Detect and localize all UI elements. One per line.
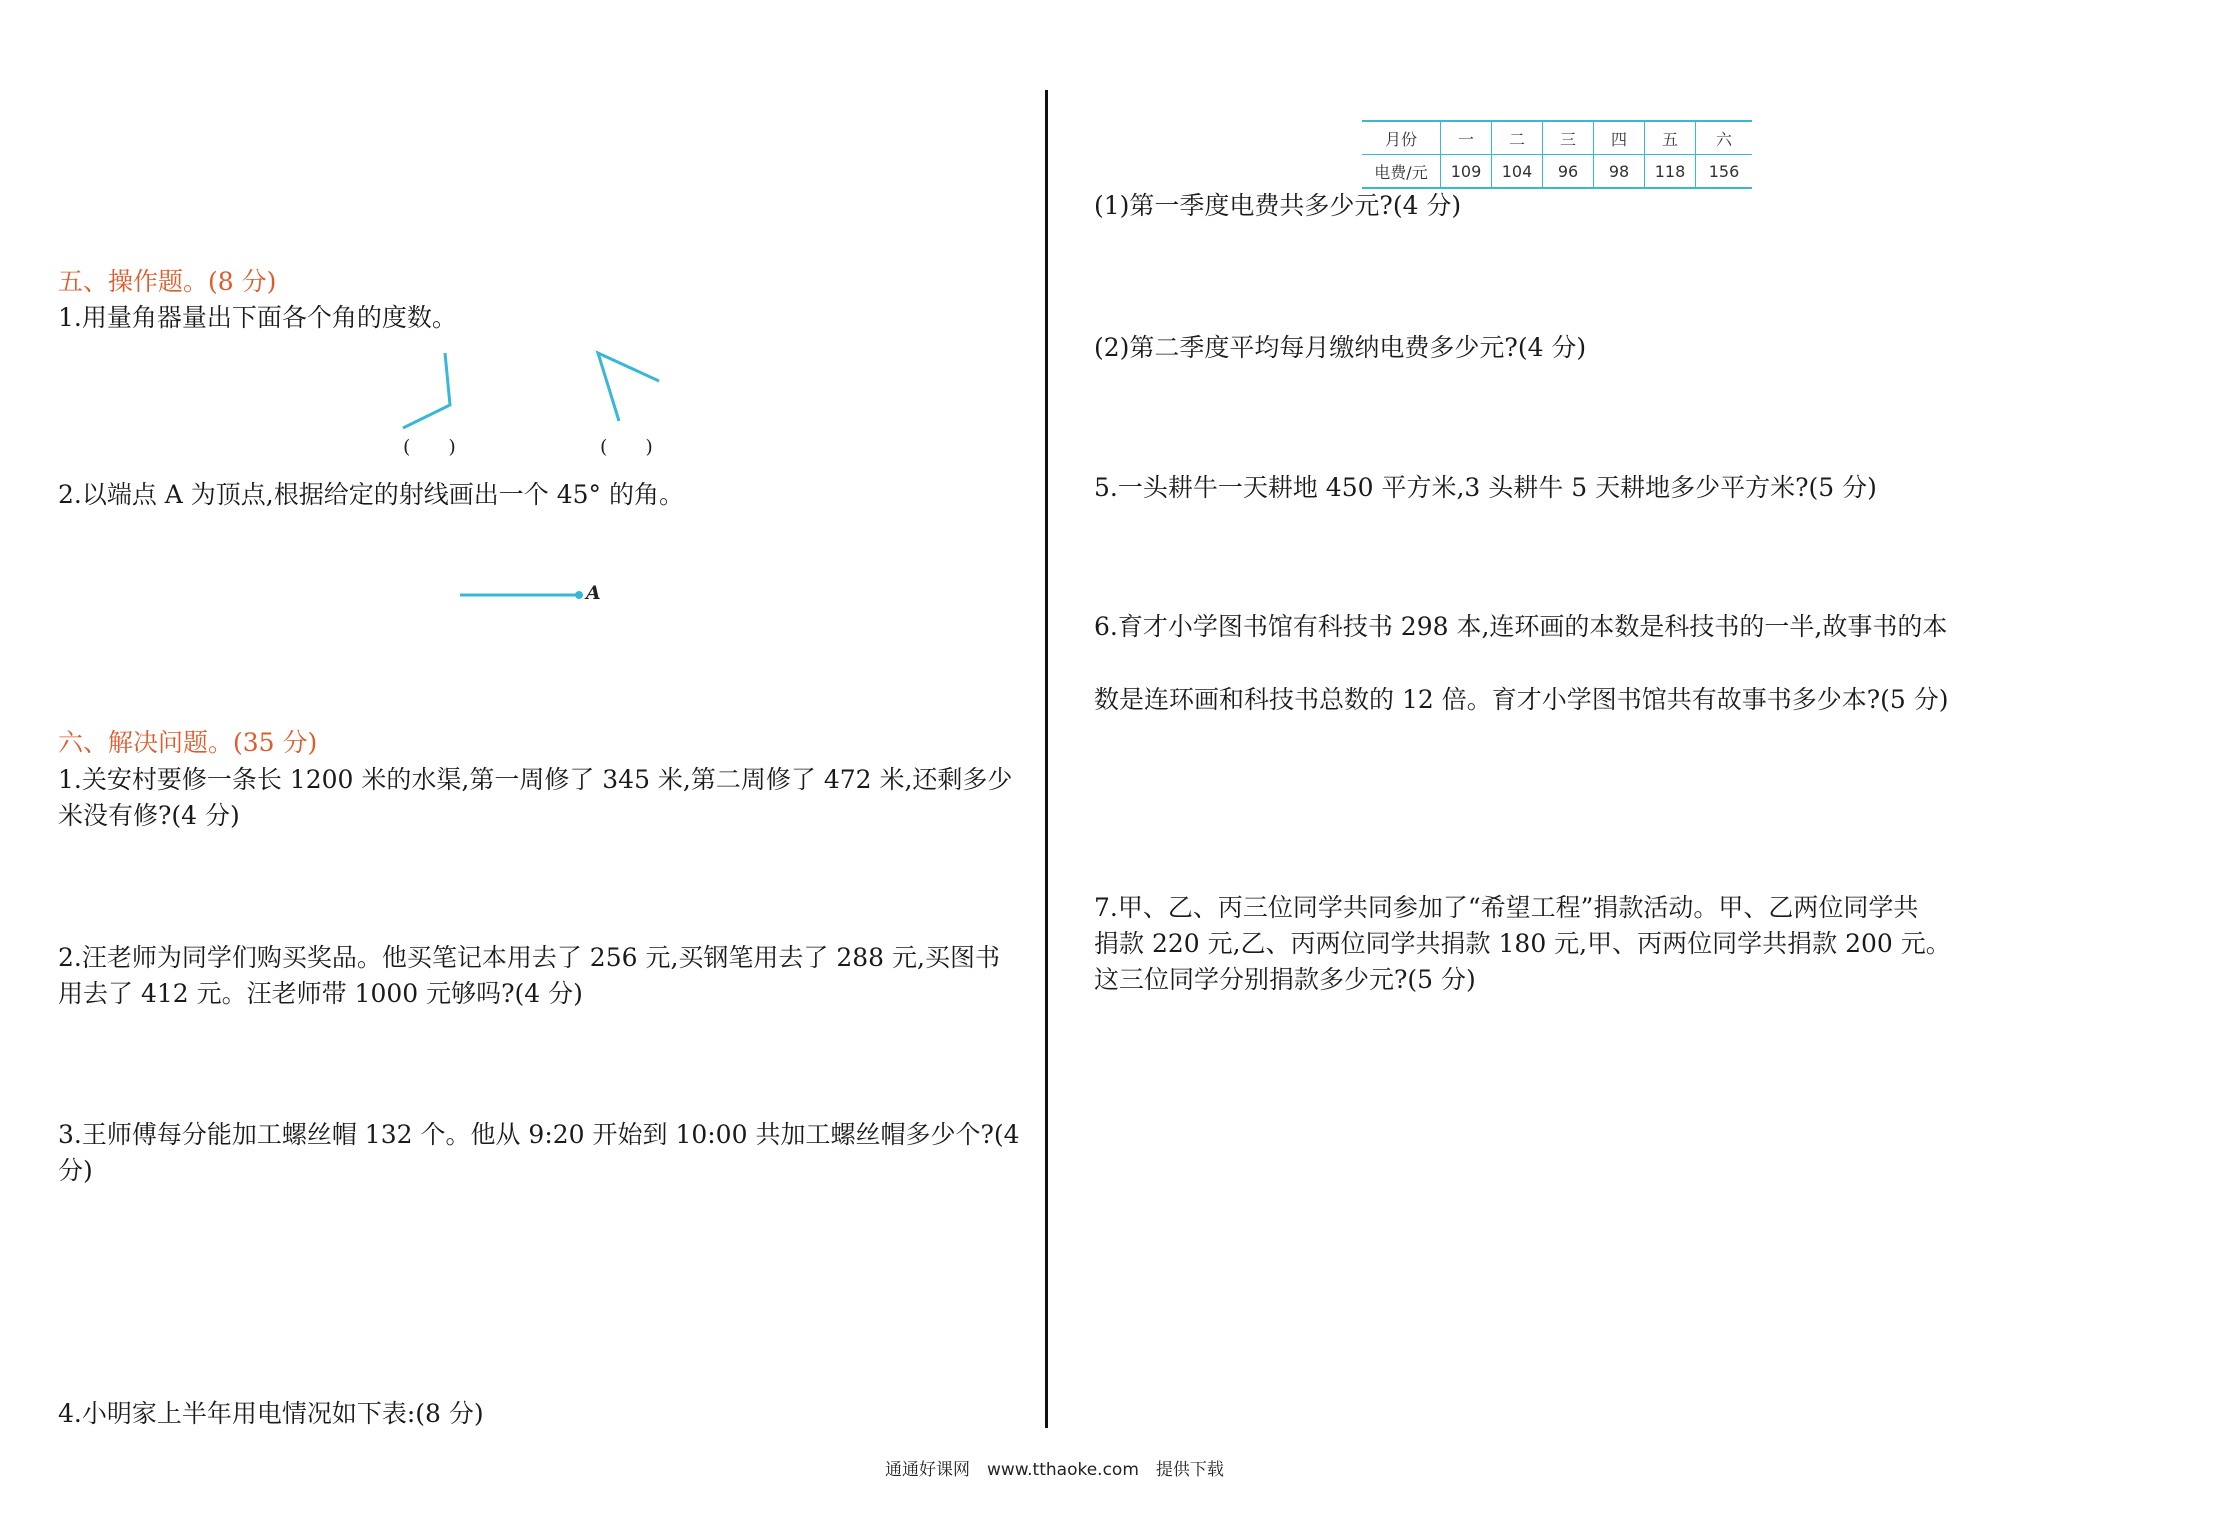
table-row-label: 电费/元	[1362, 155, 1441, 189]
question7-line3: 这三位同学分别捐款多少元?(5 分)	[1094, 965, 1476, 994]
question4-part1: (1)第一季度电费共多少元?(4 分)	[1094, 191, 1462, 220]
electricity-table	[1362, 120, 1752, 189]
section5-question2: 2.以端点 A 为顶点,根据给定的射线画出一个 45° 的角。	[58, 480, 684, 509]
question7-line1: 7.甲、乙、丙三位同学共同参加了“希望工程”捐款活动。甲、乙两位同学共	[1094, 893, 1919, 922]
table-value: 104	[1492, 155, 1543, 189]
table-value-row	[1362, 155, 1752, 189]
table-header-row	[1362, 121, 1752, 155]
table-header-label: 月份	[1362, 121, 1441, 155]
section6-q2-line2: 用去了 412 元。汪老师带 1000 元够吗?(4 分)	[58, 979, 583, 1008]
table-month: 一	[1441, 121, 1492, 155]
answer-paren-1: ( )	[403, 436, 456, 458]
ray-figure	[455, 580, 605, 610]
column-divider	[1045, 90, 1048, 1428]
table-month: 六	[1696, 121, 1753, 155]
question6-line2: 数是连环画和科技书总数的 12 倍。育才小学图书馆共有故事书多少本?(5 分)	[1094, 685, 1949, 714]
section6-q3-line2: 分)	[58, 1156, 93, 1185]
angle-1	[403, 353, 450, 428]
question4-part2: (2)第二季度平均每月缴纳电费多少元?(4 分)	[1094, 333, 1587, 362]
question7-line2: 捐款 220 元,乙、丙两位同学共捐款 180 元,甲、丙两位同学共捐款 200 元。	[1094, 929, 1951, 958]
table-month: 五	[1645, 121, 1696, 155]
section6-q1-line2: 米没有修?(4 分)	[58, 801, 240, 830]
table-value: 96	[1543, 155, 1594, 189]
table-value: 98	[1594, 155, 1645, 189]
section6-q3-line1: 3.王师傅每分能加工螺丝帽 132 个。他从 9:20 开始到 10:00 共加工螺丝帽多少个?(4	[58, 1120, 1020, 1149]
question5: 5.一头耕牛一天耕地 450 平方米,3 头耕牛 5 天耕地多少平方米?(5 分)	[1094, 473, 1877, 502]
endpoint-dot	[575, 591, 583, 599]
angle-2	[598, 353, 659, 421]
section6-q2-line1: 2.汪老师为同学们购买奖品。他买笔记本用去了 256 元,买钢笔用去了 288 元,买图书	[58, 943, 1000, 972]
section6-heading: 六、解决问题。(35 分)	[58, 728, 318, 757]
section6-q4: 4.小明家上半年用电情况如下表:(8 分)	[58, 1399, 484, 1428]
section5-heading: 五、操作题。(8 分)	[58, 267, 277, 296]
answer-paren-2: ( )	[600, 436, 653, 458]
table-month: 二	[1492, 121, 1543, 155]
table-month: 四	[1594, 121, 1645, 155]
page-footer: 通通好课网 www.tthaoke.com 提供下载	[885, 1460, 1224, 1480]
section5-question1: 1.用量角器量出下面各个角的度数。	[58, 303, 457, 332]
section6-q1-line1: 1.关安村要修一条长 1200 米的水渠,第一周修了 345 米,第二周修了 472 米,还剩多少	[58, 765, 1013, 794]
table-value: 156	[1696, 155, 1753, 189]
table-value: 118	[1645, 155, 1696, 189]
question6-line1: 6.育才小学图书馆有科技书 298 本,连环画的本数是科技书的一半,故事书的本	[1094, 612, 1948, 641]
table-value: 109	[1441, 155, 1492, 189]
endpoint-label: A	[586, 582, 601, 604]
table-month: 三	[1543, 121, 1594, 155]
